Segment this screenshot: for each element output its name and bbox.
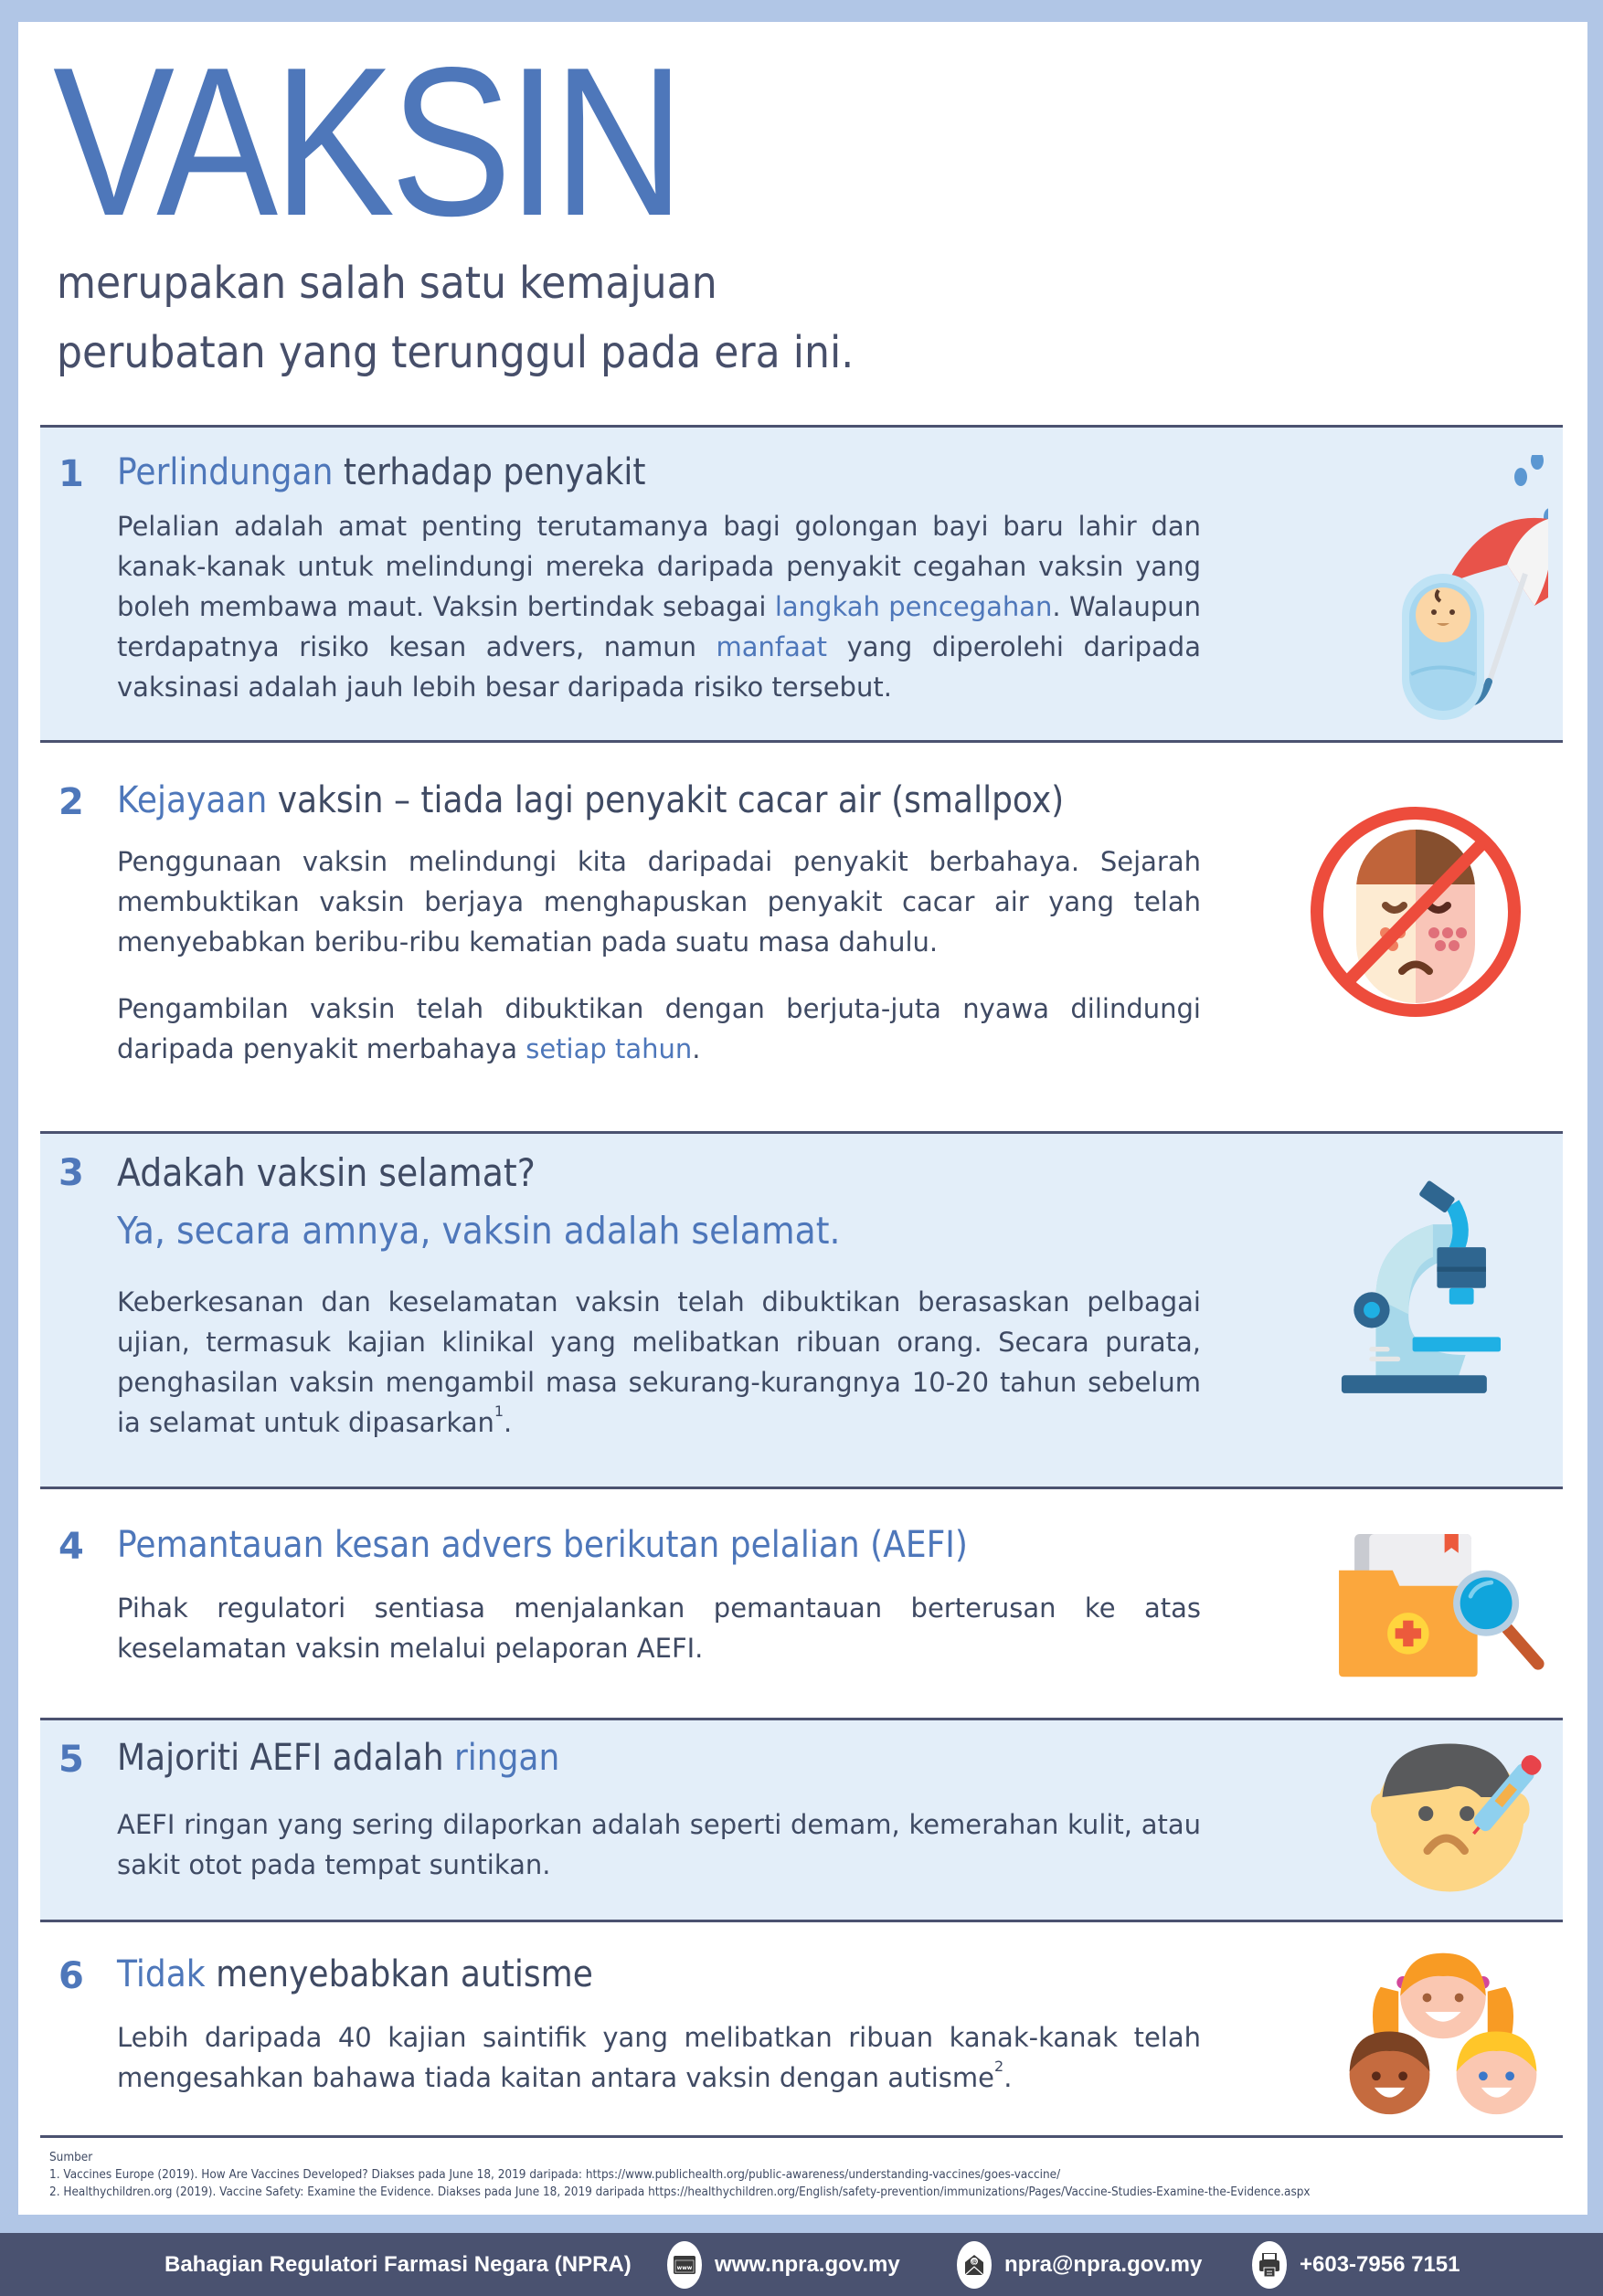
- source-item: 1. Vaccines Europe (2019). How Are Vaccines Developed? Diakses pada June 18, 2019 daripada: https://www.publichealth.org/public-awareness/understanding-vaccines/goes-vaccine/: [49, 2168, 1061, 2182]
- heading-highlight: ringan: [453, 1737, 560, 1779]
- section-no-autism: [40, 1920, 1563, 2138]
- no-smallpox-icon: [1301, 798, 1530, 1026]
- web-browser-icon: [667, 2241, 702, 2289]
- section-heading: [117, 779, 1064, 821]
- body-text: Lebih daripada 40 kajian saintifik yang melibatkan ribuan kanak-kanak telah mengesahkan bahawa tiada kaitan antara vaksin dengan autisme: [117, 2022, 1201, 2093]
- body-text: Pengambilan vaksin telah dibuktikan dengan berjuta-juta nyawa dilindungi daripada penyakit merbahaya: [117, 993, 1201, 1064]
- section-body: [117, 841, 1201, 1069]
- highlight-benefit: manfaat: [716, 631, 828, 662]
- sources: [49, 2149, 1311, 2201]
- email-link[interactable]: npra@npra.gov.my: [1004, 2251, 1203, 2277]
- subtitle-line: merupakan salah satu kemajuan: [57, 258, 717, 309]
- organization-name: Bahagian Regulatori Farmasi Negara (NPRA): [165, 2251, 632, 2277]
- website-link[interactable]: www.npra.gov.my: [715, 2251, 900, 2277]
- page-title: VAKSIN: [53, 24, 681, 260]
- section-number: 4: [58, 1526, 84, 1568]
- section-subheading: Ya, secara amnya, vaksin adalah selamat.: [117, 1209, 841, 1253]
- section-heading: [117, 451, 646, 493]
- body-text: Penggunaan vaksin melindungi kita daripadai penyakit berbahaya. Sejarah membuktikan vaksin berjaya menghapuskan penyakit cacar air yang telah menyebabkan beribu-ribu kematian pada suatu masa dahulu.: [117, 846, 1201, 958]
- heading-highlight: Kejayaan: [117, 779, 268, 821]
- body-text: Pihak regulatori sentiasa menjalankan pemantauan berterusan ke atas keselamatan vaksin melalui pelaporan AEFI.: [117, 1592, 1201, 1664]
- body-text: .: [504, 1407, 513, 1438]
- section-body: [117, 1282, 1201, 1443]
- body-text: .: [1003, 2062, 1013, 2093]
- svg-text:@: @: [971, 2259, 977, 2265]
- section-number: 3: [58, 1152, 84, 1194]
- subtitle-line: perubatan yang terunggul pada era ini.: [57, 327, 855, 378]
- body-text: . Walaupun terdapatnya risiko kesan advers, namun: [117, 591, 1201, 662]
- footer: [0, 2233, 1603, 2296]
- heading-highlight: Perlindungan: [117, 451, 334, 493]
- sick-child-thermometer-icon: [1347, 1731, 1557, 1896]
- section-number: 1: [58, 453, 84, 495]
- fax-phone-icon: [1252, 2241, 1287, 2289]
- section-heading: [117, 1737, 559, 1779]
- sources-label: Sumber: [49, 2151, 93, 2164]
- body-text: .: [692, 1033, 701, 1064]
- section-heading: [117, 1953, 593, 1995]
- body-text: yang diperolehi daripada vaksinasi adalah jauh lebih besar daripada risiko tersebut.: [117, 631, 1201, 703]
- section-aefi-monitoring: [40, 1487, 1563, 1718]
- footer-organization: [165, 2233, 632, 2296]
- footer-email[interactable]: [957, 2233, 1202, 2296]
- heading-text: Majoriti AEFI adalah: [117, 1737, 454, 1779]
- children-faces-icon: [1329, 1942, 1557, 2121]
- heading-text: vaksin – tiada lagi penyakit cacar air (smallpox): [267, 779, 1065, 821]
- heading-highlight: Tidak: [117, 1953, 206, 1995]
- section-protection: [40, 425, 1563, 740]
- section-heading: Adakah vaksin selamat?: [117, 1150, 536, 1195]
- footer-phone[interactable]: [1252, 2233, 1460, 2296]
- microscope-icon: [1311, 1175, 1539, 1413]
- section-heading: Pemantauan kesan advers berikutan pelalian (AEFI): [117, 1524, 968, 1566]
- footnote-ref: 2: [994, 2058, 1004, 2075]
- heading-text: terhadap penyakit: [333, 451, 646, 493]
- section-body: [117, 2017, 1201, 2098]
- baby-umbrella-icon: [1301, 455, 1548, 720]
- source-item: 2. Healthychildren.org (2019). Vaccine Safety: Examine the Evidence. Diakses pada June 18, 2019 daripada https://healthychildren.org/English/safety-prevention/immunizations/Pages/Vaccine-Studies-Examine-the-Evidence.aspx: [49, 2185, 1311, 2199]
- highlight-prevention: langkah pencegahan: [774, 591, 1053, 622]
- section-smallpox-success: [40, 740, 1563, 1131]
- body-text: AEFI ringan yang sering dilaporkan adalah seperti demam, kemerahan kulit, atau sakit otot pada tempat suntikan.: [117, 1809, 1201, 1880]
- footer-website[interactable]: [667, 2233, 900, 2296]
- section-body: [117, 506, 1201, 707]
- page-subtitle: [57, 249, 854, 387]
- section-number: 6: [58, 1955, 84, 1997]
- footnote-ref: 1: [494, 1402, 504, 1420]
- medical-folder-search-icon: [1320, 1517, 1557, 1681]
- phone-number[interactable]: +603-7956 7151: [1300, 2251, 1460, 2277]
- section-vaccine-safety: [40, 1131, 1563, 1487]
- section-body: [117, 1804, 1201, 1885]
- section-number: 2: [58, 781, 84, 823]
- heading-text: menyebabkan autisme: [205, 1953, 593, 1995]
- body-text: Keberkesanan dan keselamatan vaksin telah dibuktikan berasaskan pelbagai ujian, termasuk kajian klinikal yang melibatkan ribuan orang. Secara purata, penghasilan vaksin mengambil masa sekurang-kurangnya 10-20 tahun sebelum ia selamat untuk dipasarkan: [117, 1286, 1201, 1438]
- highlight-every-year: setiap tahun: [525, 1033, 693, 1064]
- body-text: Pelalian adalah amat penting terutamanya bagi golongan bayi baru lahir dan kanak-kanak untuk melindungi mereka daripada penyakit cegahan vaksin yang boleh membawa maut. Vaksin bertindak sebagai: [117, 511, 1201, 622]
- email-envelope-icon: [957, 2241, 992, 2289]
- section-body: [117, 1588, 1201, 1668]
- svg-text:www: www: [676, 2264, 693, 2271]
- section-number: 5: [58, 1739, 84, 1781]
- section-mild-aefi: [40, 1718, 1563, 1920]
